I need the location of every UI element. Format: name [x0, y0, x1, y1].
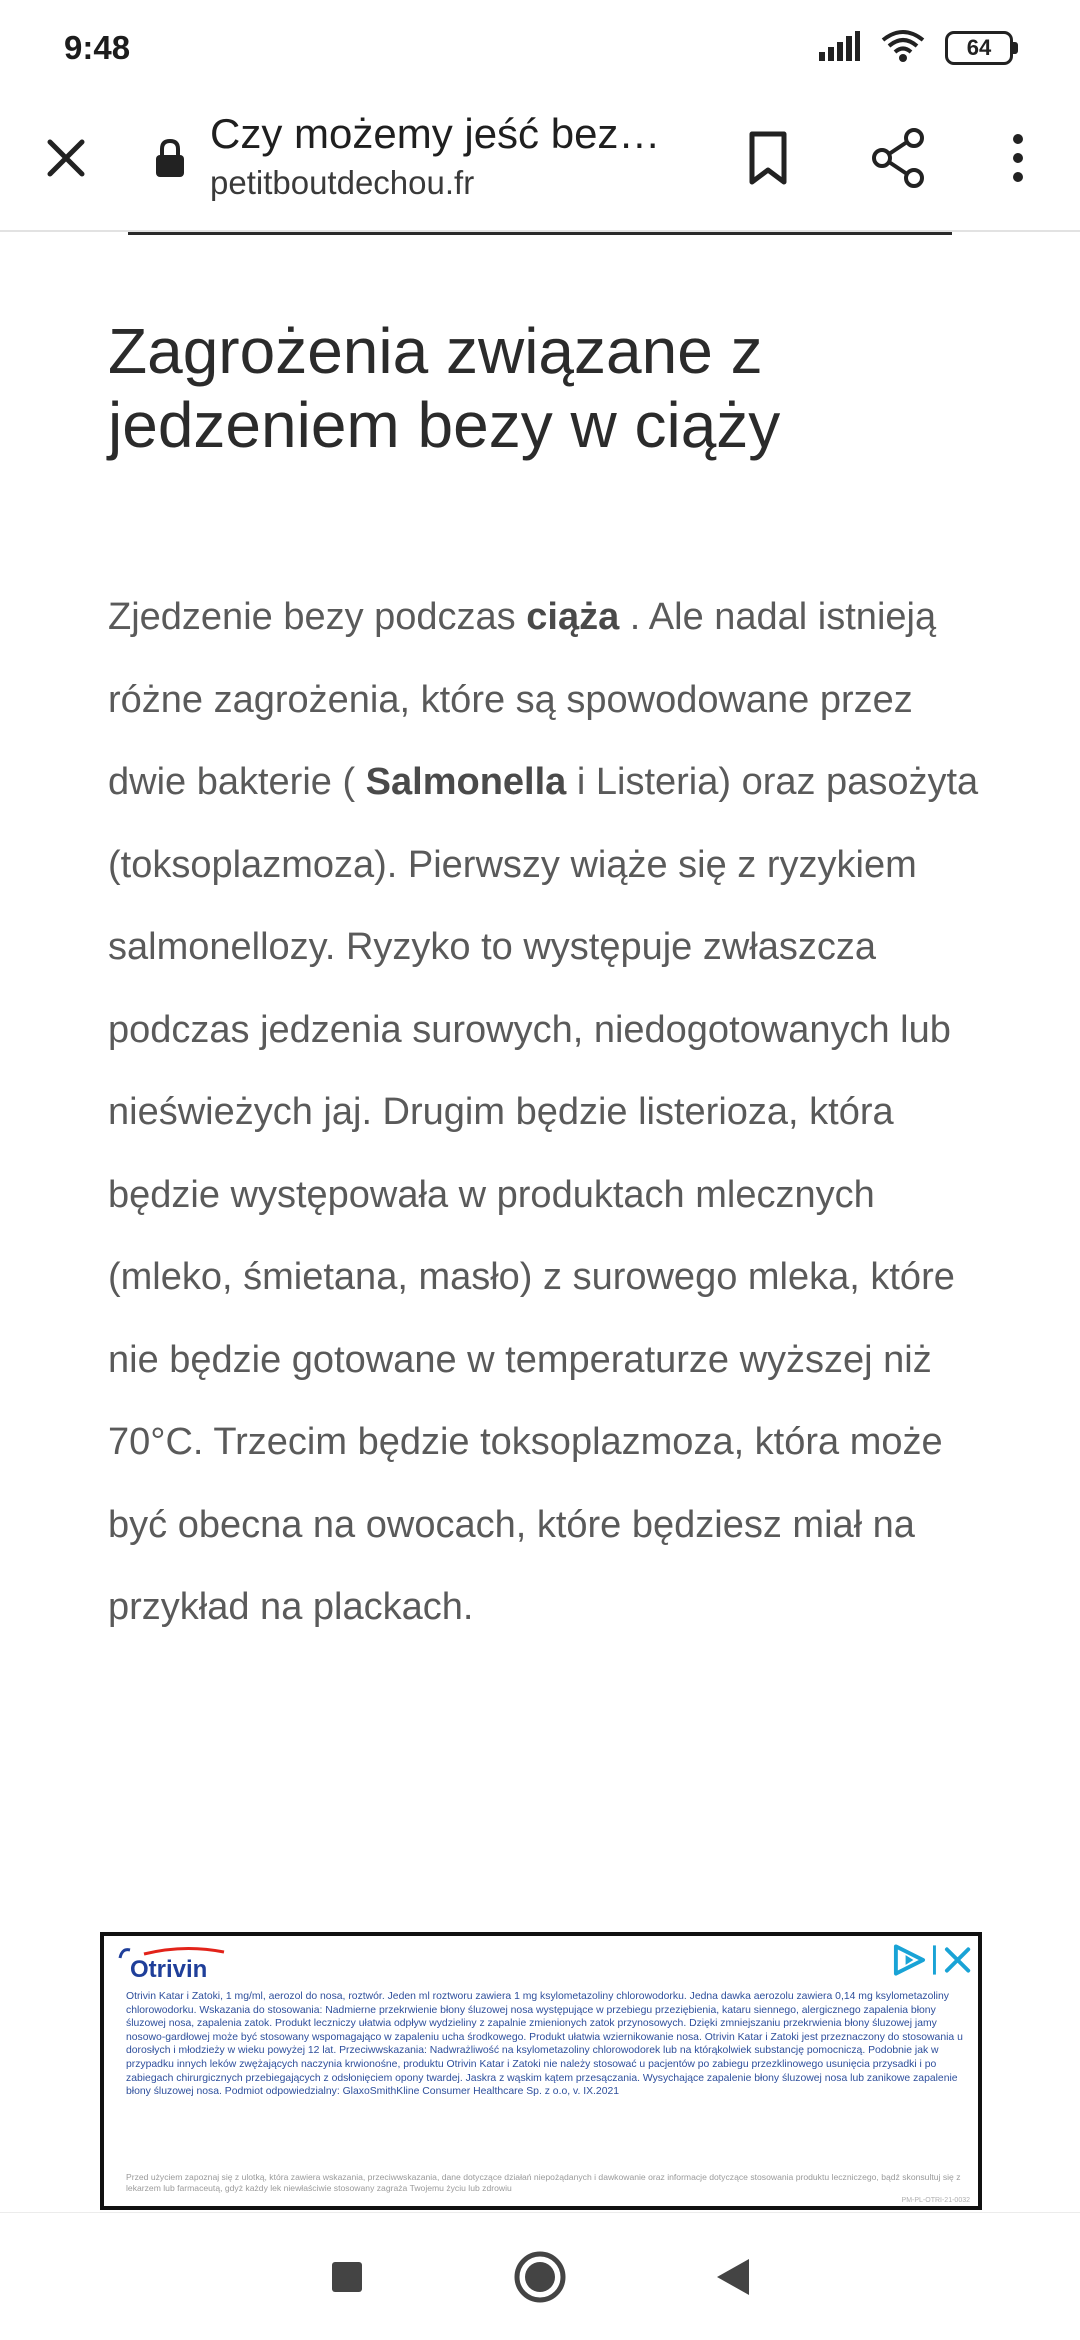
browser-toolbar — [0, 96, 1080, 232]
battery-level: 64 — [945, 31, 1013, 65]
status-icons — [817, 28, 1018, 69]
page-domain: petitboutdechou.fr — [210, 164, 475, 201]
more-vert-icon[interactable] — [1000, 124, 1036, 192]
battery-icon — [945, 31, 1018, 65]
home-circle-icon[interactable] — [500, 2237, 580, 2317]
paragraph-text: i Listeria) oraz pasożyta (toksoplazmoza). Pierwszy wiąże się z ryzykiem salmonellozy. Ryzyko to występuje zwłaszcza podczas jedzenia surowych, niedogotowanych lub nieświeżych jaj. Drugim będzie listerioza, która będzie występowała w produktach mlecznych (mleko, śmietana, masło) z surowego mleka, które nie będzie gotowane w temperaturze wyższej niż 70°C. Trzecim będzie toksoplazmoza, która może być obecna na owocach, które będziesz miał na przykład na plackach. — [108, 761, 979, 1628]
system-navigation-bar — [0, 2212, 1080, 2340]
ad-disclaimer: Otrivin Katar i Zatoki, 1 mg/ml, aerozol do nosa, roztwór. Jeden ml roztworu zawiera 1 mg ksylometazoliny chlorowodorku. Jedna dawka aerozolu zawiera 0,14 mg ksylometazoliny chlorowodorku. Wskazania do stosowania: Nadmierne przekrwienie błony śluzowej nosa występujące w przebiegu przeziębienia, kataru siennego, alergicznego zapalenia błony śluzowej nosa, zapalenia zatok. Produkt leczniczy ułatwia odpływ wydzieliny z zapalnie zmienionych zatok przynosowych. Dzięki zmniejszaniu przekrwienia błony śluzowej jamy nosowo-gardłowej może być stosowany wspomagająco w zapaleniu ucha środkowego. Produkt ułatwia wziernikowanie nosa. Otrivin Katar i Zatoki jest przeznaczony do stosowania u dorosłych i młodzieży w wieku powyżej 12 lat. Przeciwwskazania: Nadwrażliwość na ksylometazoliny chlorowodorek lub na którąkolwiek substancję pomocniczą. Podobnie jak w przypadku innych leków zwężających naczynia krwionośne, produktu Otrivin Katar i Zatoki nie należy stosować u pacjentów po zabiegu przezklinowego usunięcia przysadki i po zabiegach chirurgicznych przebiegających z odsłonięciem opony twardej. Jaskra z wąskim kątem przesączania. Wysychające zapalenie błony śluzowej nosa lub zanikowe zapalenie błony śluzowej nosa. Podmiot odpowiedzialny: GlaxoSmithKline Consumer Healthcare Sp. z o.o, v. IX.2021 — [126, 1991, 963, 2098]
adchoices-icon[interactable] — [892, 1942, 972, 1978]
share-icon[interactable] — [868, 124, 928, 192]
link-salmonella[interactable]: Salmonella — [365, 761, 567, 803]
paragraph-text: . Ale nadal istnieją różne zagrożenia, które są spowodowane przez dwie bakterie ( — [108, 596, 937, 803]
bookmark-icon[interactable] — [738, 124, 798, 192]
article-heading: Zagrożenia związane z jedzeniem bezy w ciąży — [108, 315, 781, 461]
status-time: 9:48 — [64, 29, 131, 66]
wifi-icon — [879, 28, 927, 69]
link-ciaza[interactable]: ciąża — [526, 596, 620, 638]
otrivin-logo — [114, 1942, 234, 1988]
page-content — [0, 232, 1080, 2212]
status-bar — [0, 0, 1080, 96]
close-icon[interactable] — [38, 130, 94, 186]
lock-icon[interactable] — [150, 130, 190, 186]
url-bar[interactable] — [210, 106, 680, 204]
recents-square-icon[interactable] — [307, 2237, 387, 2317]
ad-code: PM-PL-OTRI-21-0032 — [901, 2197, 970, 2204]
back-triangle-icon[interactable] — [693, 2237, 773, 2317]
divider — [128, 232, 952, 235]
page-title: Czy możemy jeść bez… — [210, 110, 661, 157]
ad-footer-notice: Przed użyciem zapoznaj się z ulotką, która zawiera wskazania, przeciwwskazania, dane dotyczące działań niepożądanych i dawkowanie oraz informacje dotyczące stosowania produktu leczniczego, bądź skonsultuj się z lekarzem lub farmaceutą, gdyż każdy lek niewłaściwie stosowany zagraża Twojemu życiu lub zdrowiu — [126, 2172, 961, 2193]
paragraph-text: Zjedzenie bezy podczas — [108, 596, 527, 638]
signal-icon — [817, 30, 861, 67]
advertisement-banner[interactable] — [100, 1932, 982, 2210]
article-paragraph — [108, 576, 988, 1649]
ad-brand: Otrivin — [130, 1956, 208, 1983]
